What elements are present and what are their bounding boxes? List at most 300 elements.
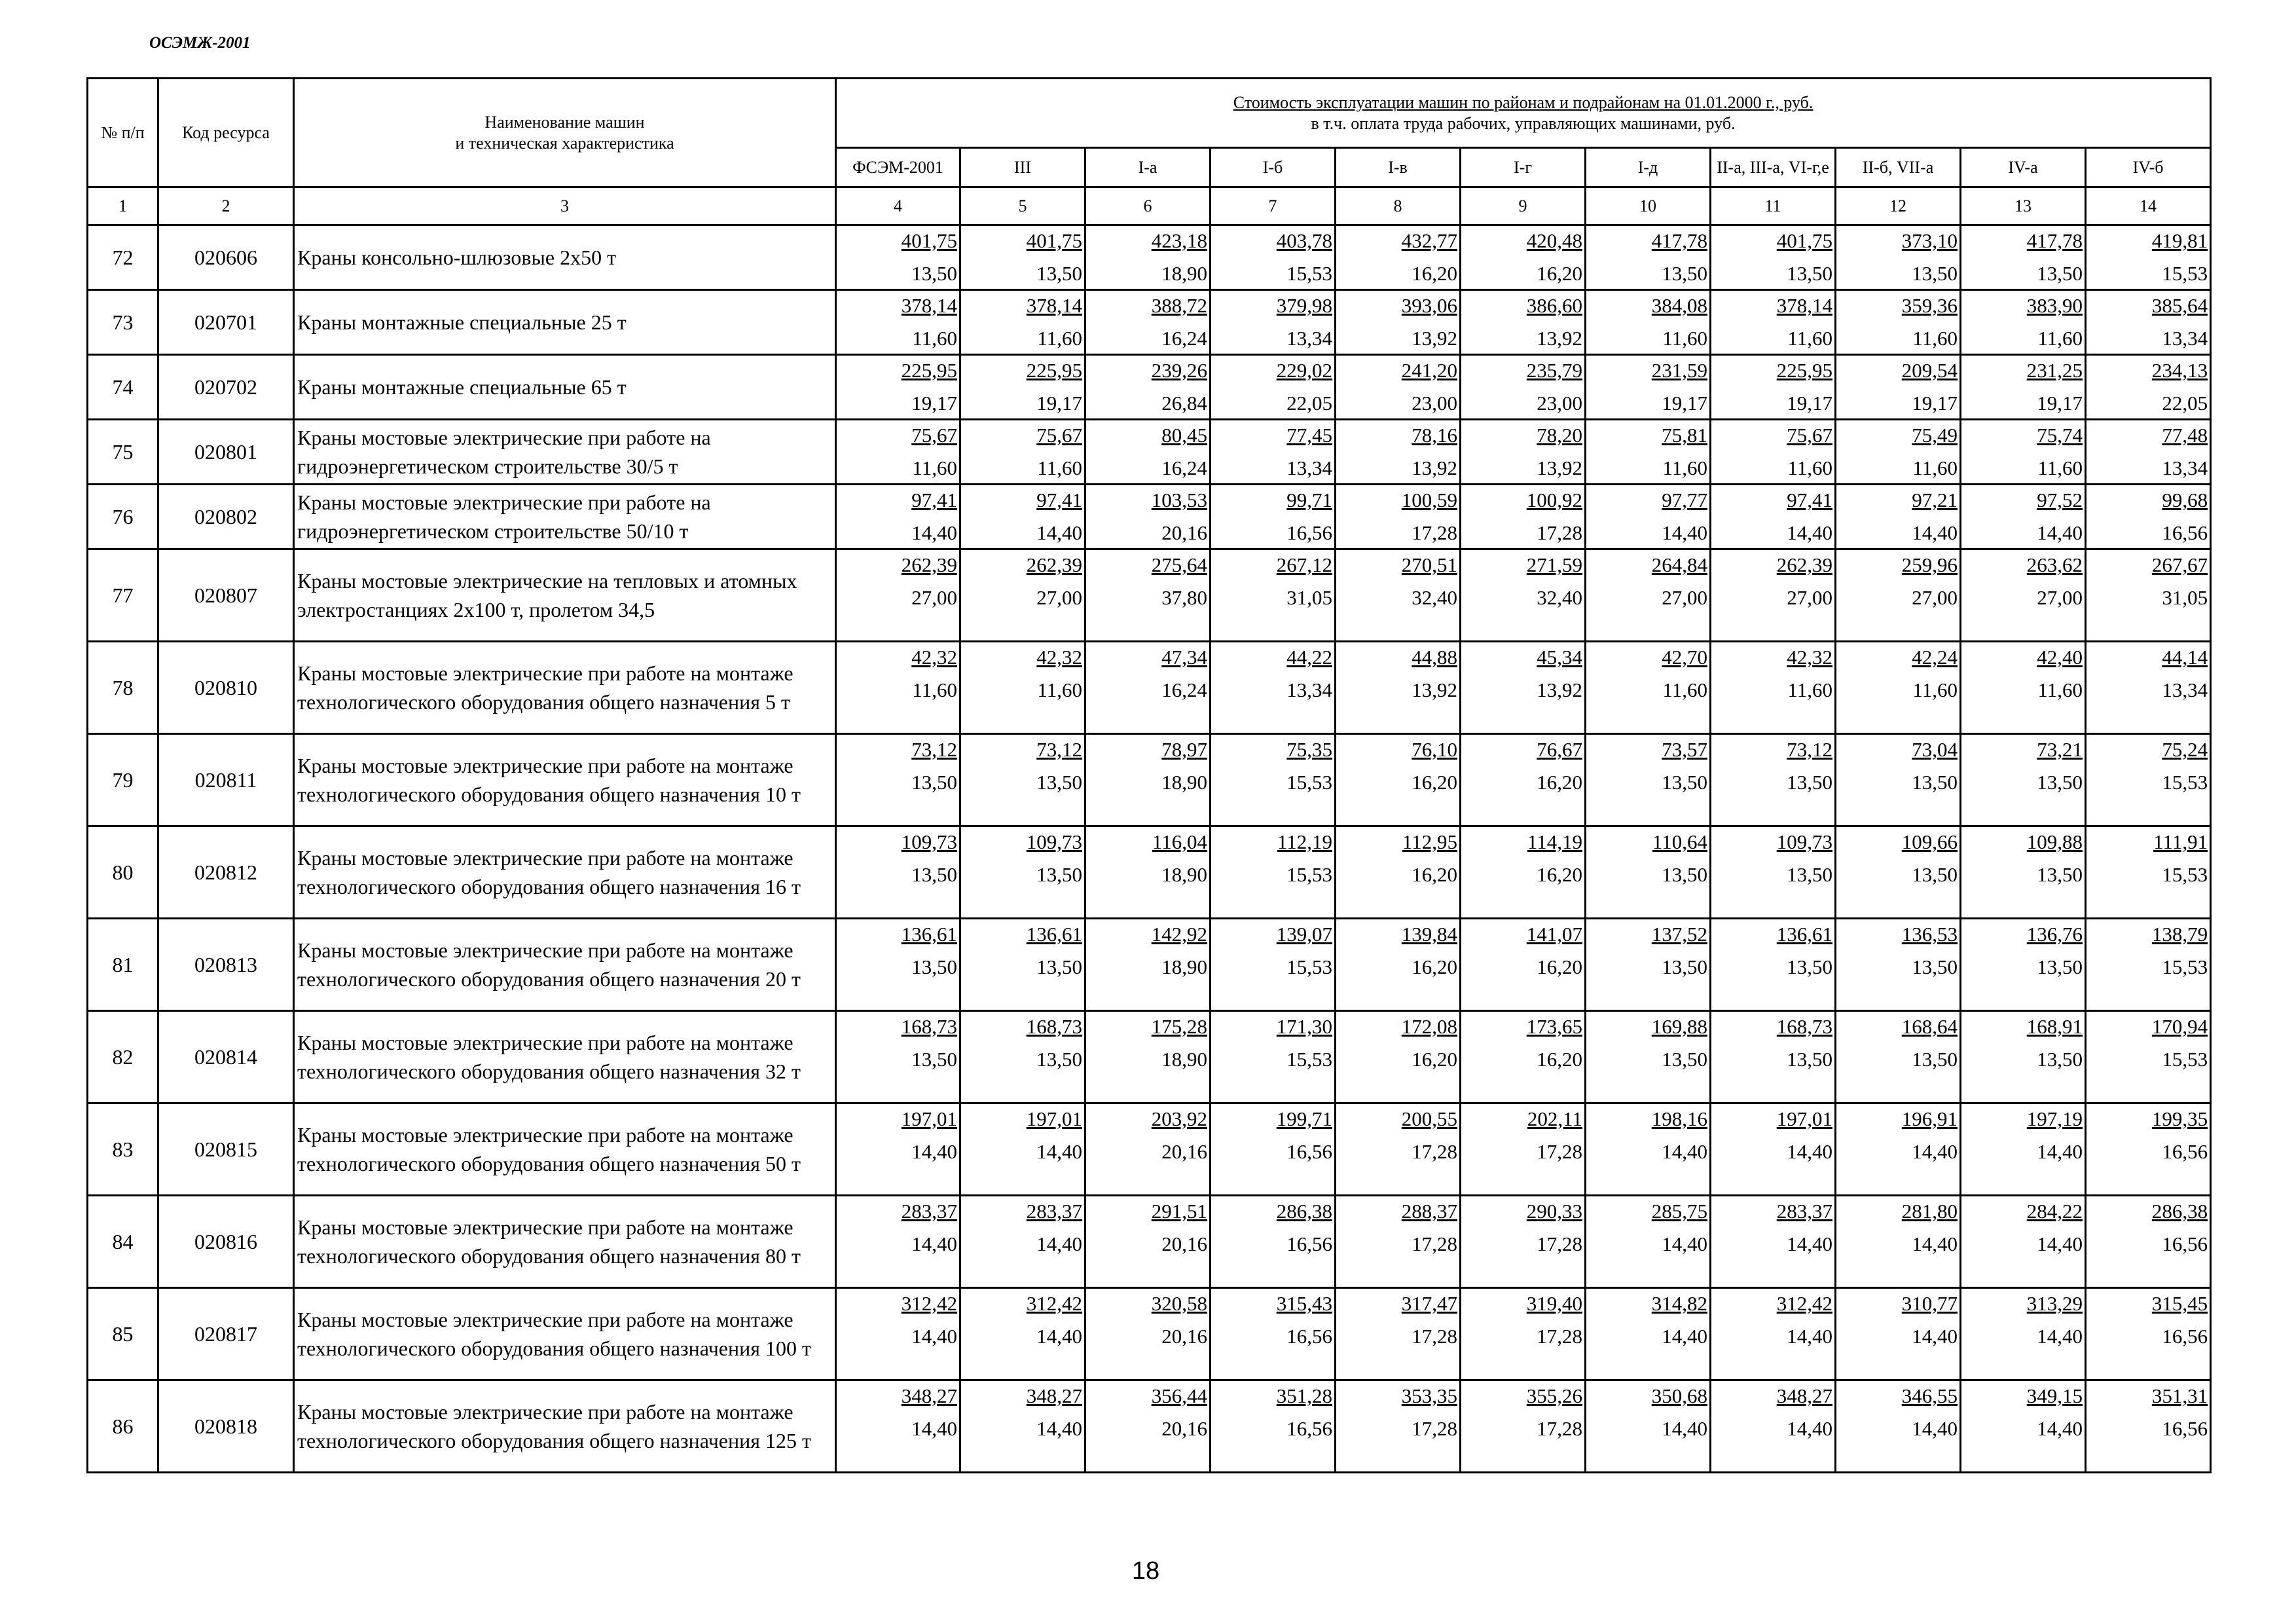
cost-cell — [1836, 919, 1961, 1011]
total-cost-value: 109,73 — [1026, 830, 1082, 853]
labor-cost-value: 14,40 — [1912, 1140, 1958, 1163]
cost-cell — [1211, 225, 1336, 290]
labor-cost-value: 18,90 — [1161, 1048, 1207, 1071]
cost-cell — [836, 549, 960, 642]
table-row — [88, 1196, 2211, 1288]
cost-cell — [1711, 1103, 1836, 1196]
table-row — [88, 1288, 2211, 1380]
total-cost-value: 378,14 — [1026, 294, 1082, 317]
labor-cost-value: 13,50 — [911, 262, 957, 285]
total-cost-value: 320,58 — [1151, 1292, 1207, 1315]
labor-cost-value: 17,28 — [1537, 1417, 1582, 1440]
cost-cell — [836, 826, 960, 919]
row-number: 85 — [88, 1288, 158, 1380]
cost-cell — [960, 420, 1085, 485]
total-cost-value: 75,67 — [911, 424, 957, 447]
cost-cell — [1336, 919, 1461, 1011]
total-cost-value: 393,06 — [1401, 294, 1457, 317]
cost-cell — [1586, 420, 1711, 485]
total-cost-value: 417,78 — [1651, 229, 1707, 252]
resource-code: 020817 — [158, 1288, 294, 1380]
total-cost-value: 310,77 — [1901, 1292, 1958, 1315]
cost-cell — [960, 1288, 1085, 1380]
cost-cell — [1586, 355, 1711, 420]
total-cost-value: 78,20 — [1537, 424, 1582, 447]
cost-cell — [960, 225, 1085, 290]
row-number: 78 — [88, 642, 158, 734]
cost-cell — [1336, 1103, 1461, 1196]
labor-cost-value: 13,50 — [2037, 863, 2083, 886]
cost-cell — [1461, 290, 1586, 355]
labor-cost-value: 13,34 — [1286, 678, 1332, 701]
cost-cell — [1085, 355, 1211, 420]
total-cost-value: 346,55 — [1901, 1384, 1958, 1407]
cost-cell — [1461, 1196, 1586, 1288]
total-cost-value: 384,08 — [1651, 294, 1707, 317]
labor-cost-value: 11,60 — [1787, 456, 1832, 479]
total-cost-value: 75,81 — [1662, 424, 1707, 447]
total-cost-value: 47,34 — [1161, 646, 1207, 669]
labor-cost-value: 11,60 — [912, 456, 957, 479]
cost-cell — [1586, 225, 1711, 290]
total-cost-value: 100,59 — [1401, 489, 1457, 511]
cost-cell — [1211, 1288, 1336, 1380]
resource-code: 020818 — [158, 1380, 294, 1473]
total-cost-value: 73,21 — [2037, 738, 2083, 761]
row-number: 75 — [88, 420, 158, 485]
table-row — [88, 225, 2211, 290]
cost-cell — [836, 1288, 960, 1380]
labor-cost-value: 16,56 — [1286, 1140, 1332, 1163]
total-cost-value: 286,38 — [1276, 1200, 1332, 1223]
labor-cost-value: 19,17 — [1912, 392, 1958, 415]
cost-cell — [1461, 1380, 1586, 1473]
cost-cell — [960, 1380, 1085, 1473]
labor-cost-value: 27,00 — [1912, 586, 1958, 609]
labor-cost-value: 17,28 — [1537, 1232, 1582, 1255]
column-number: 5 — [960, 187, 1085, 225]
table-row — [88, 549, 2211, 642]
cost-cell — [1085, 826, 1211, 919]
total-cost-value: 138,79 — [2151, 923, 2208, 946]
total-cost-value: 259,96 — [1901, 553, 1958, 576]
total-cost-value: 175,28 — [1151, 1015, 1207, 1038]
cost-cell — [1461, 642, 1586, 734]
row-number: 74 — [88, 355, 158, 420]
cost-cell — [1211, 826, 1336, 919]
cost-cell — [2086, 642, 2211, 734]
cost-cell — [1586, 1196, 1711, 1288]
cost-cell — [960, 1011, 1085, 1103]
labor-cost-value: 16,20 — [1412, 1048, 1457, 1071]
machine-name: Краны мостовые электрические при работе на монтаже технологического оборудования общего назначения 10 т — [294, 734, 836, 826]
total-cost-value: 373,10 — [1901, 229, 1958, 252]
resource-code: 020807 — [158, 549, 294, 642]
labor-cost-value: 11,60 — [1787, 327, 1832, 350]
labor-cost-value: 19,17 — [2037, 392, 2083, 415]
cost-cell — [1586, 734, 1711, 826]
cost-cell — [1336, 1288, 1461, 1380]
total-cost-value: 378,14 — [901, 294, 957, 317]
column-number: 6 — [1085, 187, 1211, 225]
cost-cell — [1836, 642, 1961, 734]
cost-cell — [1961, 225, 2086, 290]
labor-cost-value: 17,28 — [1412, 1140, 1457, 1163]
cost-cell — [1836, 225, 1961, 290]
cost-cell — [1211, 642, 1336, 734]
total-cost-value: 356,44 — [1151, 1384, 1207, 1407]
row-number: 83 — [88, 1103, 158, 1196]
total-cost-value: 196,91 — [1901, 1107, 1958, 1130]
labor-cost-value: 14,40 — [1912, 521, 1958, 544]
cost-cell — [2086, 919, 2211, 1011]
total-cost-value: 271,59 — [1526, 553, 1582, 576]
total-cost-value: 197,01 — [901, 1107, 957, 1130]
total-cost-value: 281,80 — [1901, 1200, 1958, 1223]
total-cost-value: 312,42 — [1776, 1292, 1832, 1315]
column-number: 9 — [1461, 187, 1586, 225]
total-cost-value: 291,51 — [1151, 1200, 1207, 1223]
cost-cell — [836, 1011, 960, 1103]
total-cost-value: 283,37 — [1776, 1200, 1832, 1223]
labor-cost-value: 18,90 — [1161, 771, 1207, 794]
header-cost-line2: в т.ч. оплата труда рабочих, управляющих машинами, руб. — [1311, 113, 1736, 133]
cost-cell — [1085, 734, 1211, 826]
resource-code: 020814 — [158, 1011, 294, 1103]
resource-code: 020701 — [158, 290, 294, 355]
labor-cost-value: 18,90 — [1161, 955, 1207, 978]
total-cost-value: 42,24 — [1912, 646, 1958, 669]
labor-cost-value: 13,50 — [1787, 771, 1832, 794]
labor-cost-value: 11,60 — [1912, 327, 1958, 350]
total-cost-value: 99,71 — [1286, 489, 1332, 511]
cost-cell — [1586, 1288, 1711, 1380]
total-cost-value: 110,64 — [1652, 830, 1707, 853]
header-region: I-д — [1586, 148, 1711, 187]
total-cost-value: 312,42 — [1026, 1292, 1082, 1315]
labor-cost-value: 16,20 — [1537, 863, 1582, 886]
labor-cost-value: 13,50 — [2037, 262, 2083, 285]
cost-cell — [1836, 826, 1961, 919]
total-cost-value: 378,14 — [1776, 294, 1832, 317]
labor-cost-value: 37,80 — [1161, 586, 1207, 609]
header-region: II-а, III-а, VI-г,е — [1711, 148, 1836, 187]
labor-cost-value: 13,50 — [1912, 262, 1958, 285]
total-cost-value: 239,26 — [1151, 359, 1207, 382]
total-cost-value: 44,88 — [1412, 646, 1457, 669]
cost-cell — [1711, 355, 1836, 420]
resource-code: 020702 — [158, 355, 294, 420]
total-cost-value: 44,14 — [2162, 646, 2208, 669]
cost-cell — [1836, 485, 1961, 549]
machine-name: Краны мостовые электрические при работе на гидроэнергетическом строительстве 50/10 т — [294, 485, 836, 549]
header-region: IV-б — [2086, 148, 2211, 187]
cost-cell — [1085, 1103, 1211, 1196]
cost-cell — [1461, 919, 1586, 1011]
total-cost-value: 262,39 — [901, 553, 957, 576]
labor-cost-value: 11,60 — [1912, 456, 1958, 479]
labor-cost-value: 13,50 — [1912, 771, 1958, 794]
labor-cost-value: 14,40 — [1662, 1232, 1707, 1255]
labor-cost-value: 14,40 — [1662, 1140, 1707, 1163]
labor-cost-value: 13,50 — [1662, 262, 1707, 285]
total-cost-value: 103,53 — [1151, 489, 1207, 511]
cost-cell — [960, 290, 1085, 355]
cost-cell — [1961, 290, 2086, 355]
cost-cell — [1461, 420, 1586, 485]
total-cost-value: 275,64 — [1151, 553, 1207, 576]
total-cost-value: 200,55 — [1401, 1107, 1457, 1130]
cost-cell — [2086, 734, 2211, 826]
cost-cell — [1711, 1380, 1836, 1473]
cost-cell — [1836, 1196, 1961, 1288]
cost-cell — [1085, 1288, 1211, 1380]
labor-cost-value: 13,92 — [1537, 678, 1582, 701]
labor-cost-value: 14,40 — [911, 1140, 957, 1163]
cost-cell — [836, 642, 960, 734]
header-code: Код ресурса — [158, 79, 294, 187]
cost-cell — [1961, 420, 2086, 485]
total-cost-value: 109,73 — [901, 830, 957, 853]
cost-cell — [1336, 734, 1461, 826]
machine-name: Краны консольно-шлюзовые 2х50 т — [294, 225, 836, 290]
cost-cell — [1211, 1196, 1336, 1288]
cost-cell — [1836, 1011, 1961, 1103]
total-cost-value: 349,15 — [2026, 1384, 2083, 1407]
column-number: 13 — [1961, 187, 2086, 225]
resource-code: 020801 — [158, 420, 294, 485]
total-cost-value: 241,20 — [1401, 359, 1457, 382]
labor-cost-value: 13,34 — [2162, 327, 2208, 350]
labor-cost-value: 13,34 — [2162, 456, 2208, 479]
column-number: 11 — [1711, 187, 1836, 225]
cost-cell — [1336, 1011, 1461, 1103]
labor-cost-value: 17,28 — [1412, 1417, 1457, 1440]
cost-cell — [1836, 549, 1961, 642]
labor-cost-value: 13,34 — [1286, 456, 1332, 479]
cost-cell — [1211, 290, 1336, 355]
total-cost-value: 313,29 — [2026, 1292, 2083, 1315]
resource-code: 020810 — [158, 642, 294, 734]
cost-cell — [2086, 290, 2211, 355]
cost-cell — [960, 642, 1085, 734]
row-number: 79 — [88, 734, 158, 826]
header-name — [294, 79, 836, 187]
machine-name: Краны мостовые электрические при работе на монтаже технологического оборудования общего назначения 80 т — [294, 1196, 836, 1288]
cost-cell — [960, 826, 1085, 919]
total-cost-value: 351,31 — [2151, 1384, 2208, 1407]
labor-cost-value: 11,60 — [1662, 678, 1707, 701]
labor-cost-value: 14,40 — [1662, 1417, 1707, 1440]
total-cost-value: 403,78 — [1276, 229, 1332, 252]
labor-cost-value: 14,40 — [1036, 1232, 1082, 1255]
row-number: 72 — [88, 225, 158, 290]
cost-cell — [1085, 1196, 1211, 1288]
column-number: 1 — [88, 187, 158, 225]
total-cost-value: 432,77 — [1401, 229, 1457, 252]
labor-cost-value: 11,60 — [1662, 327, 1707, 350]
cost-cell — [836, 225, 960, 290]
labor-cost-value: 19,17 — [1662, 392, 1707, 415]
total-cost-value: 225,95 — [901, 359, 957, 382]
labor-cost-value: 17,28 — [1412, 1232, 1457, 1255]
machine-cost-table — [86, 77, 2212, 1473]
labor-cost-value: 13,92 — [1537, 327, 1582, 350]
cost-cell — [1085, 420, 1211, 485]
column-number: 4 — [836, 187, 960, 225]
column-number: 8 — [1336, 187, 1461, 225]
resource-code: 020816 — [158, 1196, 294, 1288]
cost-cell — [1211, 420, 1336, 485]
machine-name: Краны мостовые электрические при работе на монтаже технологического оборудования общего назначения 100 т — [294, 1288, 836, 1380]
labor-cost-value: 13,50 — [2037, 771, 2083, 794]
cost-cell — [1586, 826, 1711, 919]
cost-cell — [836, 1103, 960, 1196]
cost-cell — [960, 355, 1085, 420]
labor-cost-value: 13,50 — [1912, 955, 1958, 978]
cost-cell — [836, 1380, 960, 1473]
labor-cost-value: 13,92 — [1412, 678, 1457, 701]
cost-cell — [1961, 355, 2086, 420]
machine-name: Краны мостовые электрические при работе на монтаже технологического оборудования общего назначения 5 т — [294, 642, 836, 734]
total-cost-value: 99,68 — [2162, 489, 2208, 511]
cost-cell — [1085, 485, 1211, 549]
header-region: IV-а — [1961, 148, 2086, 187]
total-cost-value: 419,81 — [2151, 229, 2208, 252]
total-cost-value: 97,52 — [2037, 489, 2083, 511]
header-region: III — [960, 148, 1085, 187]
total-cost-value: 114,19 — [1527, 830, 1582, 853]
table-row — [88, 826, 2211, 919]
column-number: 3 — [294, 187, 836, 225]
labor-cost-value: 17,28 — [1412, 521, 1457, 544]
cost-cell — [1711, 1196, 1836, 1288]
cost-cell — [2086, 549, 2211, 642]
total-cost-value: 136,61 — [901, 923, 957, 946]
total-cost-value: 209,54 — [1901, 359, 1958, 382]
total-cost-value: 319,40 — [1526, 1292, 1582, 1315]
labor-cost-value: 15,53 — [2162, 955, 2208, 978]
labor-cost-value: 18,90 — [1161, 262, 1207, 285]
cost-cell — [2086, 826, 2211, 919]
total-cost-value: 139,84 — [1401, 923, 1457, 946]
labor-cost-value: 13,50 — [1036, 262, 1082, 285]
labor-cost-value: 11,60 — [912, 678, 957, 701]
resource-code: 020606 — [158, 225, 294, 290]
total-cost-value: 75,35 — [1286, 738, 1332, 761]
labor-cost-value: 14,40 — [1036, 1417, 1082, 1440]
machine-name: Краны мостовые электрические при работе на монтаже технологического оборудования общего назначения 20 т — [294, 919, 836, 1011]
labor-cost-value: 14,40 — [1036, 1325, 1082, 1348]
cost-cell — [1336, 420, 1461, 485]
cost-cell — [1461, 549, 1586, 642]
column-number: 7 — [1211, 187, 1336, 225]
total-cost-value: 97,41 — [1036, 489, 1082, 511]
cost-cell — [1961, 919, 2086, 1011]
header-region: I-в — [1336, 148, 1461, 187]
total-cost-value: 171,30 — [1276, 1015, 1332, 1038]
total-cost-value: 42,40 — [2037, 646, 2083, 669]
total-cost-value: 286,38 — [2151, 1200, 2208, 1223]
cost-cell — [1336, 826, 1461, 919]
labor-cost-value: 13,50 — [1787, 1048, 1832, 1071]
total-cost-value: 75,67 — [1036, 424, 1082, 447]
total-cost-value: 283,37 — [1026, 1200, 1082, 1223]
labor-cost-value: 19,17 — [1787, 392, 1832, 415]
cost-cell — [836, 1196, 960, 1288]
total-cost-value: 78,16 — [1412, 424, 1457, 447]
labor-cost-value: 22,05 — [1286, 392, 1332, 415]
labor-cost-value: 17,28 — [1412, 1325, 1457, 1348]
total-cost-value: 198,16 — [1651, 1107, 1707, 1130]
labor-cost-value: 16,20 — [1412, 863, 1457, 886]
total-cost-value: 423,18 — [1151, 229, 1207, 252]
labor-cost-value: 13,50 — [1787, 863, 1832, 886]
labor-cost-value: 16,56 — [1286, 1417, 1332, 1440]
cost-cell — [2086, 420, 2211, 485]
table-row — [88, 919, 2211, 1011]
labor-cost-value: 27,00 — [2037, 586, 2083, 609]
labor-cost-value: 14,40 — [911, 1417, 957, 1440]
total-cost-value: 231,25 — [2026, 359, 2083, 382]
cost-cell — [2086, 1103, 2211, 1196]
cost-cell — [1586, 919, 1711, 1011]
total-cost-value: 202,11 — [1527, 1107, 1582, 1130]
labor-cost-value: 13,50 — [1787, 955, 1832, 978]
labor-cost-value: 22,05 — [2162, 392, 2208, 415]
table-row — [88, 485, 2211, 549]
machine-name: Краны мостовые электрические при работе на монтаже технологического оборудования общего назначения 16 т — [294, 826, 836, 919]
total-cost-value: 169,88 — [1651, 1015, 1707, 1038]
total-cost-value: 229,02 — [1276, 359, 1332, 382]
total-cost-value: 283,37 — [901, 1200, 957, 1223]
machine-name: Краны мостовые электрические при работе на гидроэнергетическом строительстве 30/5 т — [294, 420, 836, 485]
labor-cost-value: 16,20 — [1412, 955, 1457, 978]
total-cost-value: 136,76 — [2026, 923, 2083, 946]
cost-cell — [1336, 225, 1461, 290]
table-row — [88, 290, 2211, 355]
row-number: 84 — [88, 1196, 158, 1288]
cost-cell — [1586, 290, 1711, 355]
total-cost-value: 116,04 — [1152, 830, 1207, 853]
cost-cell — [2086, 355, 2211, 420]
total-cost-value: 315,43 — [1276, 1292, 1332, 1315]
labor-cost-value: 13,92 — [1537, 456, 1582, 479]
labor-cost-value: 14,40 — [1787, 1232, 1832, 1255]
total-cost-value: 315,45 — [2151, 1292, 2208, 1315]
labor-cost-value: 15,53 — [2162, 863, 2208, 886]
total-cost-value: 139,07 — [1276, 923, 1332, 946]
total-cost-value: 351,28 — [1276, 1384, 1332, 1407]
cost-cell — [1085, 1380, 1211, 1473]
labor-cost-value: 13,50 — [1662, 771, 1707, 794]
machine-name: Краны монтажные специальные 65 т — [294, 355, 836, 420]
cost-cell — [1461, 355, 1586, 420]
total-cost-value: 401,75 — [1026, 229, 1082, 252]
labor-cost-value: 15,53 — [2162, 771, 2208, 794]
total-cost-value: 267,12 — [1276, 553, 1332, 576]
total-cost-value: 109,66 — [1901, 830, 1958, 853]
header-region: ФСЭМ-2001 — [836, 148, 960, 187]
row-number: 82 — [88, 1011, 158, 1103]
total-cost-value: 290,33 — [1526, 1200, 1582, 1223]
cost-cell — [1961, 1011, 2086, 1103]
cost-cell — [836, 420, 960, 485]
labor-cost-value: 13,50 — [1912, 863, 1958, 886]
cost-cell — [1961, 549, 2086, 642]
labor-cost-value: 13,92 — [1412, 456, 1457, 479]
total-cost-value: 42,32 — [1036, 646, 1082, 669]
